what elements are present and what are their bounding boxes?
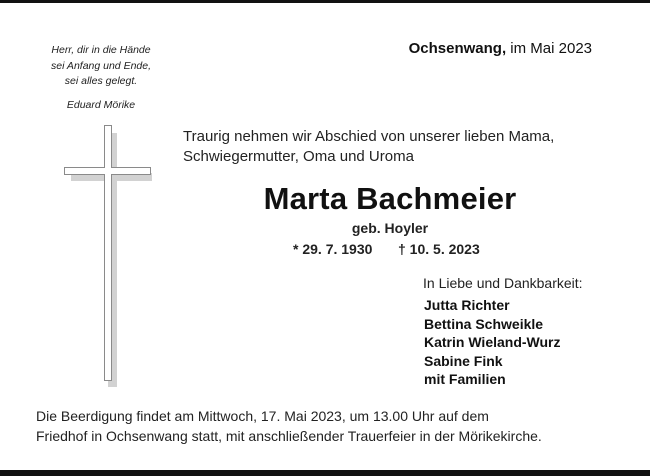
funeral-line: Die Beerdigung findet am Mittwoch, 17. Mai 2023, um 13.00 Uhr auf dem [36, 408, 489, 424]
funeral-info [36, 406, 626, 446]
verse-line: sei Anfang und Ende, [50, 59, 152, 72]
deceased-name: Marta Bachmeier [263, 181, 517, 216]
mourners-list [424, 296, 624, 389]
verse-line: Herr, dir in die Hände [51, 44, 151, 56]
place-date [409, 40, 592, 57]
mourner-name: Katrin Wieland-Wurz [424, 334, 561, 350]
birth-name: geb. Hoyler [351, 220, 429, 236]
verse-author: Eduard Mörike [66, 98, 136, 111]
death-date: † 10. 5. 2023 [398, 241, 480, 257]
mourner-name: Sabine Fink [424, 352, 503, 369]
birth-date: * 29. 7. 1930 [293, 241, 373, 257]
mourner-name: Bettina Schweikle [424, 315, 544, 332]
intro-line: Traurig nehmen wir Abschied von unserer lieben Mama, [183, 128, 555, 145]
date: im Mai 2023 [510, 40, 592, 57]
intro-text [183, 127, 583, 167]
funeral-line: Friedhof in Ochsenwang statt, mit anschließender Trauerfeier in der Mörikekirche. [36, 428, 542, 444]
verse-line: sei alles gelegt. [64, 75, 138, 87]
place: Ochsenwang, [408, 40, 507, 57]
cross-icon [64, 125, 152, 387]
intro-line: Schwiegermutter, Oma und Uroma [183, 148, 414, 165]
mourner-name: Jutta Richter [424, 297, 510, 313]
mourners-intro: In Liebe und Dankbarkeit: [423, 275, 583, 291]
verse-quote [36, 43, 166, 113]
mourner-name: mit Familien [424, 371, 506, 387]
